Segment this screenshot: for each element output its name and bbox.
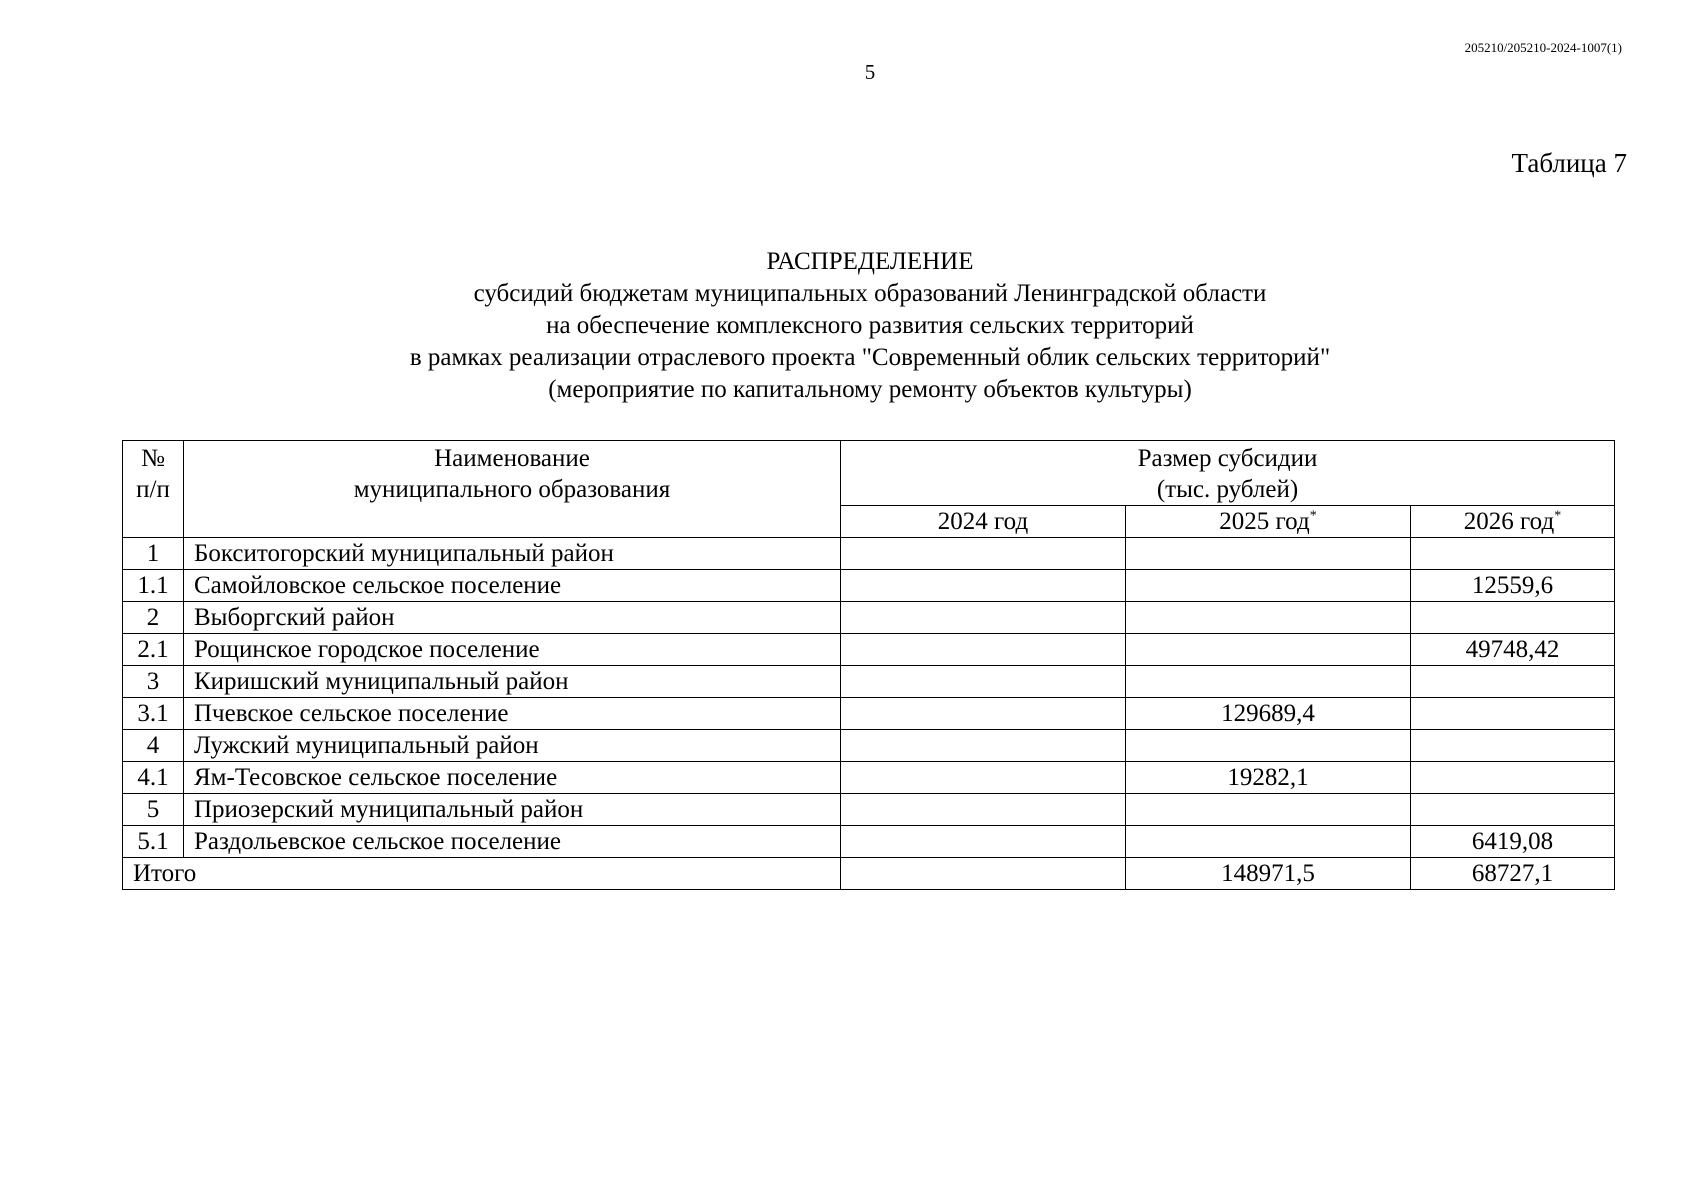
row-number: 3.1 bbox=[123, 698, 184, 730]
table-row bbox=[123, 826, 1615, 858]
table-row bbox=[123, 794, 1615, 826]
value-2024 bbox=[841, 602, 1126, 634]
row-number: 5.1 bbox=[123, 826, 184, 858]
footnote-mark: * bbox=[1309, 508, 1317, 524]
row-name: Самойловское сельское поселение bbox=[184, 570, 841, 602]
page-number: 5 bbox=[864, 60, 876, 84]
value-2025 bbox=[1126, 570, 1411, 602]
header-num bbox=[123, 441, 184, 538]
table-row bbox=[123, 762, 1615, 794]
header-year-2025 bbox=[1126, 506, 1411, 538]
value-2026 bbox=[1411, 602, 1615, 634]
table-header-row bbox=[123, 441, 1615, 506]
table-row bbox=[123, 538, 1615, 570]
total-row bbox=[123, 858, 1615, 890]
value-2026: 6419,08 bbox=[1411, 826, 1615, 858]
title-heading: РАСПРЕДЕЛЕНИЕ bbox=[766, 248, 974, 275]
title-line: субсидий бюджетам муниципальных образований Ленинградской области bbox=[473, 280, 1267, 307]
header-year-label: 2026 год bbox=[1463, 508, 1555, 535]
value-2026 bbox=[1411, 794, 1615, 826]
row-name: Ям-Тесовское сельское поселение bbox=[184, 762, 841, 794]
value-2025: 19282,1 bbox=[1126, 762, 1411, 794]
footnote-mark: * bbox=[1554, 508, 1562, 524]
row-name: Лужский муниципальный район bbox=[184, 730, 841, 762]
value-2024 bbox=[841, 538, 1126, 570]
value-2024 bbox=[841, 794, 1126, 826]
header-num-line: № bbox=[141, 445, 165, 472]
row-number: 2 bbox=[123, 602, 184, 634]
total-label: Итого bbox=[123, 858, 841, 890]
row-name: Выборгский район bbox=[184, 602, 841, 634]
row-number: 4 bbox=[123, 730, 184, 762]
header-name-line: муниципального образования bbox=[353, 476, 671, 503]
document-title bbox=[190, 246, 1550, 406]
value-2025 bbox=[1126, 666, 1411, 698]
value-2024 bbox=[841, 762, 1126, 794]
row-number: 3 bbox=[123, 666, 184, 698]
value-2025 bbox=[1126, 730, 1411, 762]
subsidy-table bbox=[122, 440, 1615, 890]
value-2026 bbox=[1411, 730, 1615, 762]
total-2026: 68727,1 bbox=[1411, 858, 1615, 890]
value-2026 bbox=[1411, 762, 1615, 794]
row-number: 4.1 bbox=[123, 762, 184, 794]
row-name: Рощинское городское поселение bbox=[184, 634, 841, 666]
row-number: 2.1 bbox=[123, 634, 184, 666]
value-2026: 49748,42 bbox=[1411, 634, 1615, 666]
row-name: Пчевское сельское поселение bbox=[184, 698, 841, 730]
value-2024 bbox=[841, 570, 1126, 602]
value-2025: 129689,4 bbox=[1126, 698, 1411, 730]
row-name: Раздольевское сельское поселение bbox=[184, 826, 841, 858]
title-line: на обеспечение комплексного развития сельских территорий bbox=[546, 312, 1194, 339]
header-num-line: п/п bbox=[136, 476, 170, 503]
table-label: Таблица 7 bbox=[1511, 148, 1627, 178]
header-subsidy-line: (тыс. рублей) bbox=[1156, 476, 1299, 503]
row-name: Бокситогорский муниципальный район bbox=[184, 538, 841, 570]
value-2025 bbox=[1126, 634, 1411, 666]
value-2025 bbox=[1126, 602, 1411, 634]
value-2026 bbox=[1411, 666, 1615, 698]
value-2024 bbox=[841, 698, 1126, 730]
header-year-label: 2024 год bbox=[937, 508, 1029, 535]
document-code: 205210/205210-2024-1007(1) bbox=[1464, 40, 1622, 55]
header-year-label: 2025 год bbox=[1219, 508, 1310, 535]
value-2024 bbox=[841, 666, 1126, 698]
table-row bbox=[123, 570, 1615, 602]
header-name-line: Наименование bbox=[434, 445, 590, 472]
row-number: 1 bbox=[123, 538, 184, 570]
total-2024 bbox=[841, 858, 1126, 890]
value-2024 bbox=[841, 826, 1126, 858]
value-2026 bbox=[1411, 538, 1615, 570]
total-2025: 148971,5 bbox=[1126, 858, 1411, 890]
header-year-2024 bbox=[841, 506, 1126, 538]
header-name bbox=[184, 441, 841, 538]
row-name: Киришский муниципальный район bbox=[184, 666, 841, 698]
header-year-2026 bbox=[1411, 506, 1615, 538]
value-2024 bbox=[841, 730, 1126, 762]
header-subsidy bbox=[841, 441, 1615, 506]
header-subsidy-line: Размер субсидии bbox=[1137, 445, 1318, 472]
value-2025 bbox=[1126, 794, 1411, 826]
table-row bbox=[123, 602, 1615, 634]
title-line: (мероприятие по капитальному ремонту объектов культуры) bbox=[548, 376, 1192, 403]
value-2025 bbox=[1126, 538, 1411, 570]
row-name: Приозерский муниципальный район bbox=[184, 794, 841, 826]
row-number: 1.1 bbox=[123, 570, 184, 602]
value-2026 bbox=[1411, 698, 1615, 730]
value-2024 bbox=[841, 634, 1126, 666]
title-line: в рамках реализации отраслевого проекта "Современный облик сельских территорий" bbox=[409, 344, 1331, 371]
table-row bbox=[123, 698, 1615, 730]
table-row bbox=[123, 730, 1615, 762]
value-2026: 12559,6 bbox=[1411, 570, 1615, 602]
row-number: 5 bbox=[123, 794, 184, 826]
value-2025 bbox=[1126, 826, 1411, 858]
table-row bbox=[123, 634, 1615, 666]
table-row bbox=[123, 666, 1615, 698]
